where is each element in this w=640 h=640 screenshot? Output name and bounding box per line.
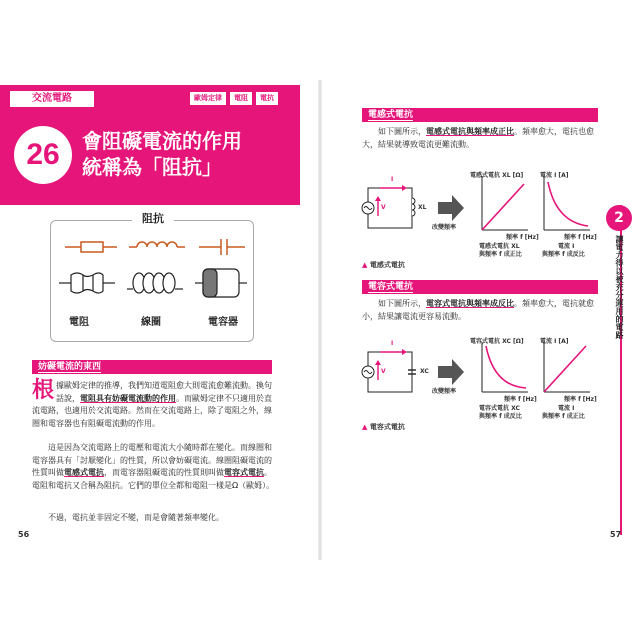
graph-note: 電流 I — [558, 405, 575, 412]
card-title: 阻抗 — [132, 210, 174, 226]
keyword-tag: 歐姆定律 — [190, 92, 226, 105]
section-heading-inductive: 電感式電抗 — [362, 108, 598, 122]
inductive-circuit — [362, 188, 415, 228]
arrow-label: 改變頻率 — [432, 224, 457, 231]
title-line-1: 會阻礙電流的作用 — [82, 129, 242, 153]
side-tab — [606, 205, 632, 355]
change-arrow-icon — [438, 195, 464, 221]
capacitive-current-graph — [544, 342, 590, 392]
body-paragraph-2: 這是因為交流電路上的電壓和電流大小隨時都在變化。而線圈和電容器具有「討厭變化」的性質，所以會妨礙電流。線圈阻礙電流的性質叫做電感式電抗，而電容器阻礙電流的性質則叫做電容式電抗。電阻和電抗又合稱為阻抗。它們的單位全都和電阻一樣是Ω（歐姆）。 — [32, 443, 275, 490]
figure-caption: ▲ 電感式電抗 — [362, 261, 405, 269]
current-arrow-icon — [380, 349, 407, 355]
graph-x-label: 頻率 f [Hz] — [564, 234, 597, 241]
circuit-reactance-label: XL — [418, 204, 427, 211]
graph-note: 電容式電抗 XC — [479, 405, 520, 412]
graph-note: 與頻率 f 成正比 — [542, 413, 585, 420]
circuit-current-label: I — [391, 340, 394, 347]
inductive-reactance-graph — [482, 176, 528, 230]
graph-note: 電流 I — [558, 243, 575, 250]
section-number: 26 — [14, 126, 72, 184]
chapter-tag: 交流電路 — [10, 91, 94, 107]
capacitor-label: 電容器 — [208, 317, 238, 328]
coil-drawing — [127, 273, 183, 293]
figure-caption: ▲ 電容式電抗 — [362, 423, 405, 431]
graph-note: 與頻率 f 成反比 — [542, 251, 585, 258]
circuit-voltage-label: V — [381, 368, 386, 375]
circuit-current-label: I — [391, 176, 394, 183]
title-line-2: 統稱為「阻抗」 — [82, 155, 222, 179]
graph-note: 與頻率 f 成正比 — [479, 251, 522, 258]
graph-note: 電感式電抗 XL — [479, 243, 520, 250]
graph-y-label: 電流 I [A] — [540, 338, 569, 345]
coil-label: 線圈 — [141, 317, 161, 328]
current-arrow-icon — [380, 185, 407, 191]
chapter-number: 2 — [606, 205, 632, 231]
graph-note: 與頻率 f 成反比 — [479, 413, 522, 420]
graph-y-label: 電流 I [A] — [540, 172, 569, 179]
keyword-tag: 電抗 — [256, 92, 278, 105]
section-heading-capacitive: 電容式電抗 — [362, 280, 598, 294]
resistor-label: 電阻 — [69, 317, 89, 328]
capacitive-reactance-graph — [482, 342, 528, 392]
inductive-current-graph — [544, 176, 590, 230]
keyword-row — [190, 92, 278, 105]
body-paragraph-3: 不過，電抗並非固定不變，而是會隨著頻率變化。 — [48, 513, 224, 522]
coil-symbol — [129, 242, 185, 247]
chapter-title: 讓電力得以被充分運用的電路 — [615, 235, 624, 339]
resistor-drawing — [59, 273, 115, 293]
capacitor-symbol — [199, 239, 245, 255]
inductive-paragraph: 如下圖所示，電感式電抗與頻率成正比。頻率愈大，電抗也愈大，結果就導致電流更難流動。 — [362, 127, 594, 149]
page-number-left: 56 — [18, 530, 30, 539]
page-number-right: 57 — [610, 530, 622, 539]
capacitive-circuit — [362, 352, 416, 392]
circuit-reactance-label: XC — [420, 368, 429, 375]
arrow-label: 改變頻率 — [432, 388, 457, 395]
circuit-voltage-label: V — [381, 204, 386, 211]
graph-y-label: 電感式電抗 XL [Ω] — [470, 172, 524, 179]
section-heading: 妨礙電流的東西 — [32, 360, 272, 374]
capacitor-drawing — [195, 269, 247, 297]
drop-cap: 根 — [32, 378, 55, 403]
body-paragraph-1: 根據歐姆定律的推導，我們知道電阻愈大則電流愈難流動。換句話說，電阻具有妨礙電流動的作用。而歐姆定律不只適用於直流電路，也適用於交流電路。然而在交流電路上，除了電阻之外，線圈和電容器也有阻礙電流動的作用。 — [32, 378, 273, 428]
graph-x-label: 頻率 f [Hz] — [506, 234, 539, 241]
resistor-symbol — [65, 242, 117, 252]
keyword-tag: 電阻 — [230, 92, 252, 105]
graph-x-label: 頻率 f [Hz] — [504, 396, 537, 403]
graph-x-label: 頻率 f [Hz] — [564, 396, 597, 403]
page-title — [82, 128, 242, 180]
change-arrow-icon — [438, 359, 464, 385]
graph-y-label: 電容式電抗 XC [Ω] — [470, 338, 524, 345]
capacitive-paragraph: 如下圖所示，電容式電抗與頻率成反比。頻率愈大，電抗就愈小，結果讓電流更容易流動。 — [362, 299, 594, 321]
